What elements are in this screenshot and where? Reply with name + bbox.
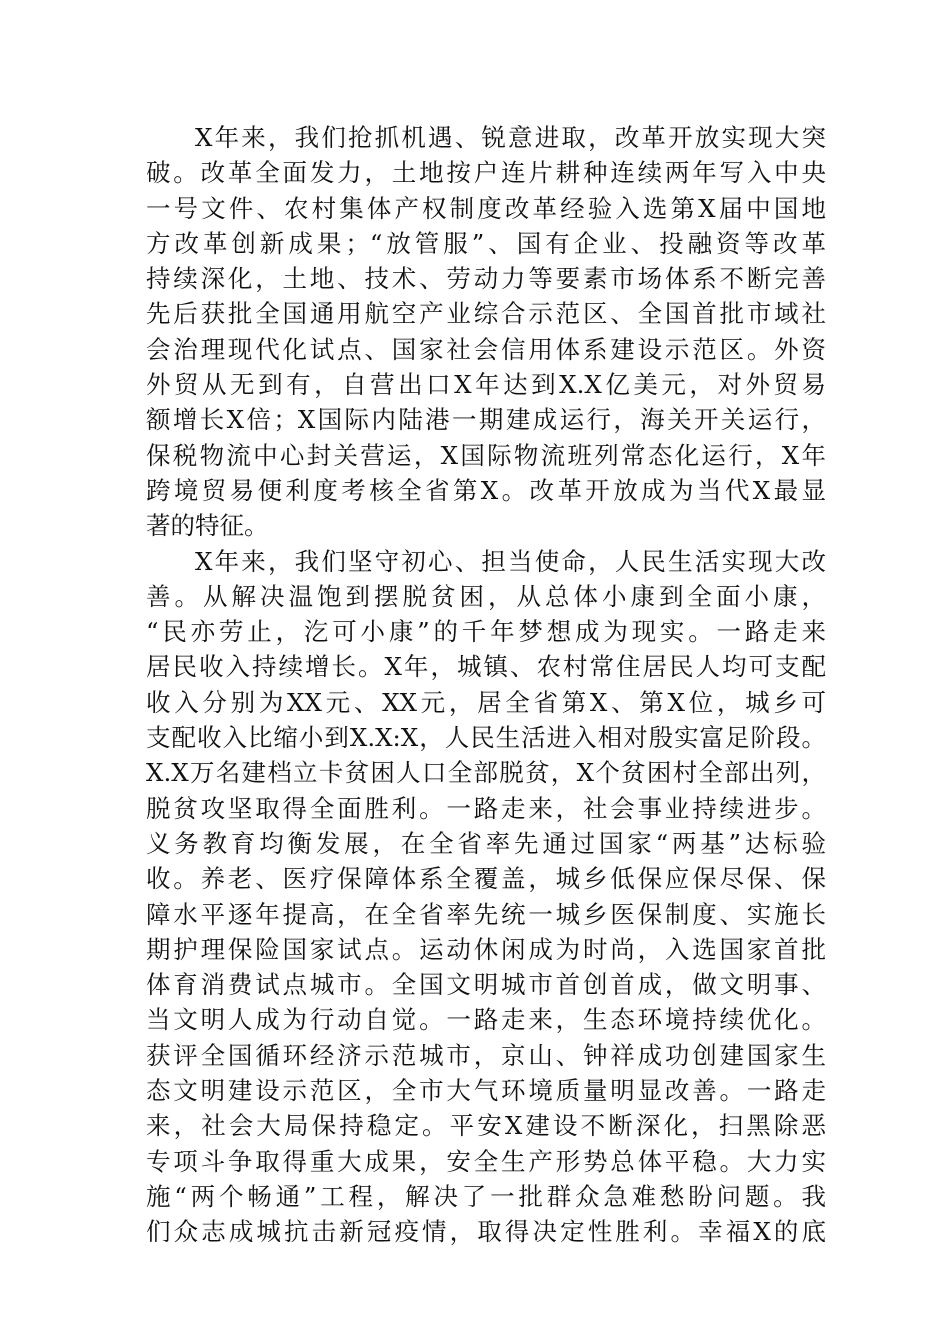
text-line: X.X万名建档立卡贫困人口全部脱贫，X个贫困村全部出列， <box>146 758 826 788</box>
text-line: 方改革创新成果；“放管服”、国有企业、投融资等改革 <box>146 228 826 258</box>
text-line: 们众志成城抗击新冠疫情，取得决定性胜利。幸福X的底 <box>146 1217 826 1247</box>
text-line: X年来，我们坚守初心、担当使命，人民生活实现大改 <box>195 546 826 576</box>
text-line: 著的特征。 <box>146 511 269 541</box>
text-line: 期护理保险国家试点。运动休闲成为时尚，入选国家首批 <box>146 934 826 964</box>
text-line: 保税物流中心封关营运，X国际物流班列常态化运行，X年 <box>146 440 826 470</box>
text-line: 当文明人成为行动自觉。一路走来，生态环境持续优化。 <box>146 1005 826 1035</box>
body-text <box>146 120 826 1250</box>
text-line: 收入分别为XX元、XX元，居全省第X、第X位，城乡可 <box>146 687 826 717</box>
text-line: 善。从解决温饱到摆脱贫困，从总体小康到全面小康， <box>146 581 826 611</box>
text-line: 脱贫攻坚取得全面胜利。一路走来，社会事业持续进步。 <box>146 793 826 823</box>
text-line: 态文明建设示范区，全市大气环境质量明显改善。一路走 <box>146 1076 826 1106</box>
text-line: 外贸从无到有，自营出口X年达到X.X亿美元，对外贸易 <box>146 370 826 400</box>
text-line: 来，社会大局保持稳定。平安X建设不断深化，扫黑除恶 <box>146 1111 826 1141</box>
text-line: 获评全国循环经济示范城市，京山、钟祥成功创建国家生 <box>146 1040 826 1070</box>
text-line: 额增长X倍；X国际内陆港一期建成运行，海关开关运行， <box>146 405 826 435</box>
text-line: 先后获批全国通用航空产业综合示范区、全国首批市域社 <box>146 299 826 329</box>
text-line: 施“两个畅通”工程，解决了一批群众急难愁盼问题。我 <box>146 1181 826 1211</box>
text-line: 破。改革全面发力，土地按户连片耕种连续两年写入中央 <box>146 158 826 188</box>
text-line: 体育消费试点城市。全国文明城市首创首成，做文明事、 <box>146 970 826 1000</box>
text-line: 跨境贸易便利度考核全省第X。改革开放成为当代X最显 <box>146 475 826 505</box>
text-line: 会治理现代化试点、国家社会信用体系建设示范区。外资 <box>146 334 826 364</box>
text-line: 持续深化，土地、技术、劳动力等要素市场体系不断完善 <box>146 264 826 294</box>
text-line: 专项斗争取得重大成果，安全生产形势总体平稳。大力实 <box>146 1146 826 1176</box>
text-line: “民亦劳止，汔可小康”的千年梦想成为现实。一路走来 <box>146 617 826 647</box>
text-line: 居民收入持续增长。X年，城镇、农村常住居民人均可支配 <box>146 652 826 682</box>
text-line: 一号文件、农村集体产权制度改革经验入选第X届中国地 <box>146 193 826 223</box>
paragraph-livelihood <box>146 544 826 1250</box>
paragraph-reform <box>146 120 826 544</box>
text-line: 义务教育均衡发展，在全省率先通过国家“两基”达标验 <box>146 828 826 858</box>
text-line: 支配收入比缩小到X.X:X，人民生活进入相对殷实富足阶段。 <box>146 723 826 753</box>
text-line: 障水平逐年提高，在全省率先统一城乡医保制度、实施长 <box>146 899 826 929</box>
text-line: 收。养老、医疗保障体系全覆盖，城乡低保应保尽保、保 <box>146 864 826 894</box>
text-line: X年来，我们抢抓机遇、锐意进取，改革开放实现大突 <box>195 123 826 152</box>
